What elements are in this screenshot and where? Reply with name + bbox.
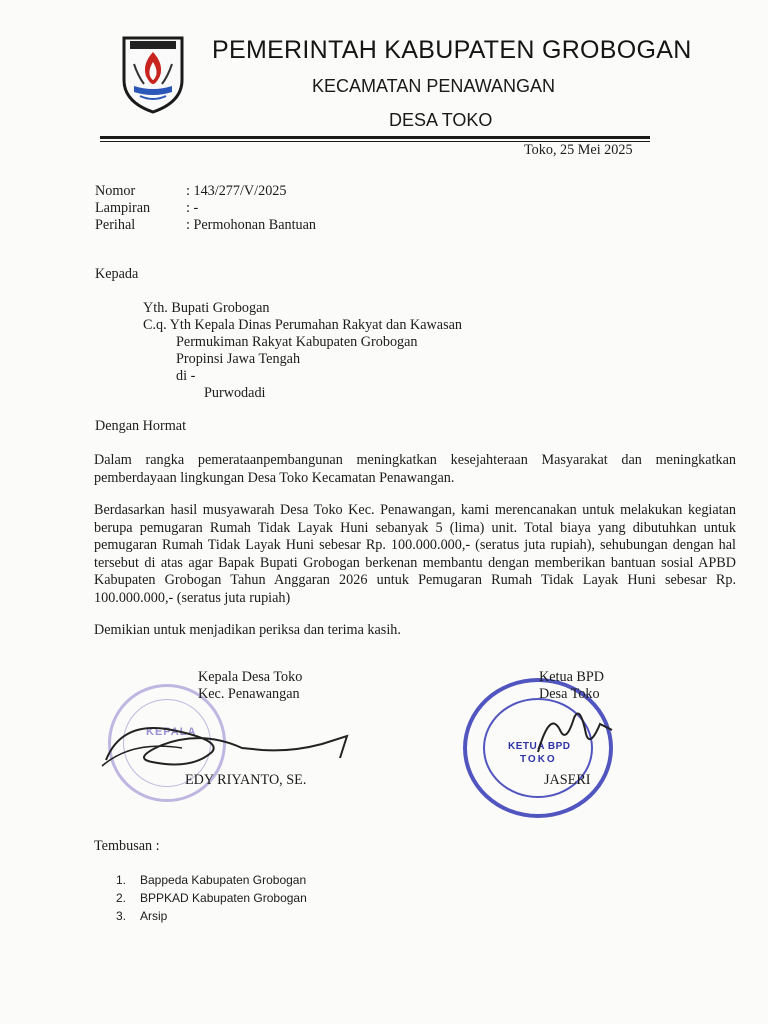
meta-label-lampiran: Lampiran (95, 200, 151, 216)
header-village: DESA TOKO (389, 110, 493, 130)
cc-item-text: BPPKAD Kabupaten Grobogan (140, 891, 307, 905)
meta-label-nomor: Nomor (95, 183, 136, 199)
recipient-city: Purwodadi (204, 385, 266, 401)
meta-value-perihal: : Permohonan Bantuan (186, 217, 317, 233)
closing-text: Demikian untuk menjadikan periksa dan terima kasih. (94, 622, 401, 638)
village-head-stamp-text: KEPALA (146, 726, 197, 738)
paragraph-intro: Dalam rangka pemerataanpembangunan meningkatkan kesejahteraan Masyarakat dan meningkatkan pemberdayaan lingkungan Desa Toko Kecamatan Penawangan. (94, 452, 736, 486)
cc-item-text: Bappeda Kabupaten Grobogan (140, 873, 307, 887)
village-head-signature (92, 700, 362, 790)
bpd-stamp-text-1: KETUA BPD (508, 741, 571, 752)
bpd-chair-signature (530, 700, 620, 760)
meta-value-lampiran: : - (186, 200, 199, 216)
bpd-stamp-text-2: TOKO (520, 754, 557, 765)
salutation: Dengan Hormat (95, 418, 187, 434)
cc-item-number: 2. (116, 891, 127, 905)
recipient-kepada: Kepada (95, 266, 139, 282)
header-title: PEMERINTAH KABUPATEN GROBOGAN (212, 36, 692, 64)
paragraph-main: Berdasarkan hasil musyawarah Desa Toko Kec. Penawangan, kami merencanakan untuk melakukan kegiatan berupa pemugaran Rumah Tidak Layak Huni sebanyak 5 (lima) unit. Total biaya yang dibutuhkan untuk pemugaran Rumah Tidak Layak Huni sebesar Rp. 100.000.000,- (seratus juta rupiah), sehubungan dengan hal tersebut di atas agar Bapak Bupati Grobogan berkenan membantu dengan memberikan bantuan sosial APBD Kabupaten Grobogan Tahun Anggaran 2026 untuk Pemugaran Rumah Tidak Layak Huni sebesar Rp. 100.000.000,- (seratus juta rupiah) (94, 502, 736, 606)
recipient-di: di - (176, 368, 196, 384)
signer-right-name: JASERI (544, 772, 591, 788)
meta-value-nomor: : 143/277/V/2025 (186, 183, 287, 199)
signer-right-title-2: Desa Toko (539, 686, 600, 702)
cc-item-number: 3. (116, 909, 127, 923)
cc-item-text: Arsip (140, 909, 168, 923)
recipient-cq-line1: C.q. Yth Kepala Dinas Perumahan Rakyat dan Kawasan (143, 317, 462, 333)
recipient-cq-line2: Permukiman Rakyat Kabupaten Grobogan (176, 334, 418, 350)
signer-left-name: EDY RIYANTO, SE. (185, 772, 307, 788)
signer-right-title-1: Ketua BPD (539, 669, 605, 685)
cc-label: Tembusan : (94, 838, 160, 854)
header-divider-thick (100, 136, 650, 139)
recipient-province: Propinsi Jawa Tengah (176, 351, 301, 367)
signer-left-title-1: Kepala Desa Toko (198, 669, 303, 685)
signer-left-title-2: Kec. Penawangan (198, 686, 300, 702)
meta-label-perihal: Perihal (95, 217, 136, 233)
cc-item-number: 1. (116, 873, 127, 887)
header-subdistrict: KECAMATAN PENAWANGAN (312, 76, 556, 96)
recipient-yth: Yth. Bupati Grobogan (143, 300, 270, 316)
regency-emblem-icon (118, 30, 188, 116)
letter-date: Toko, 25 Mei 2025 (524, 142, 633, 158)
